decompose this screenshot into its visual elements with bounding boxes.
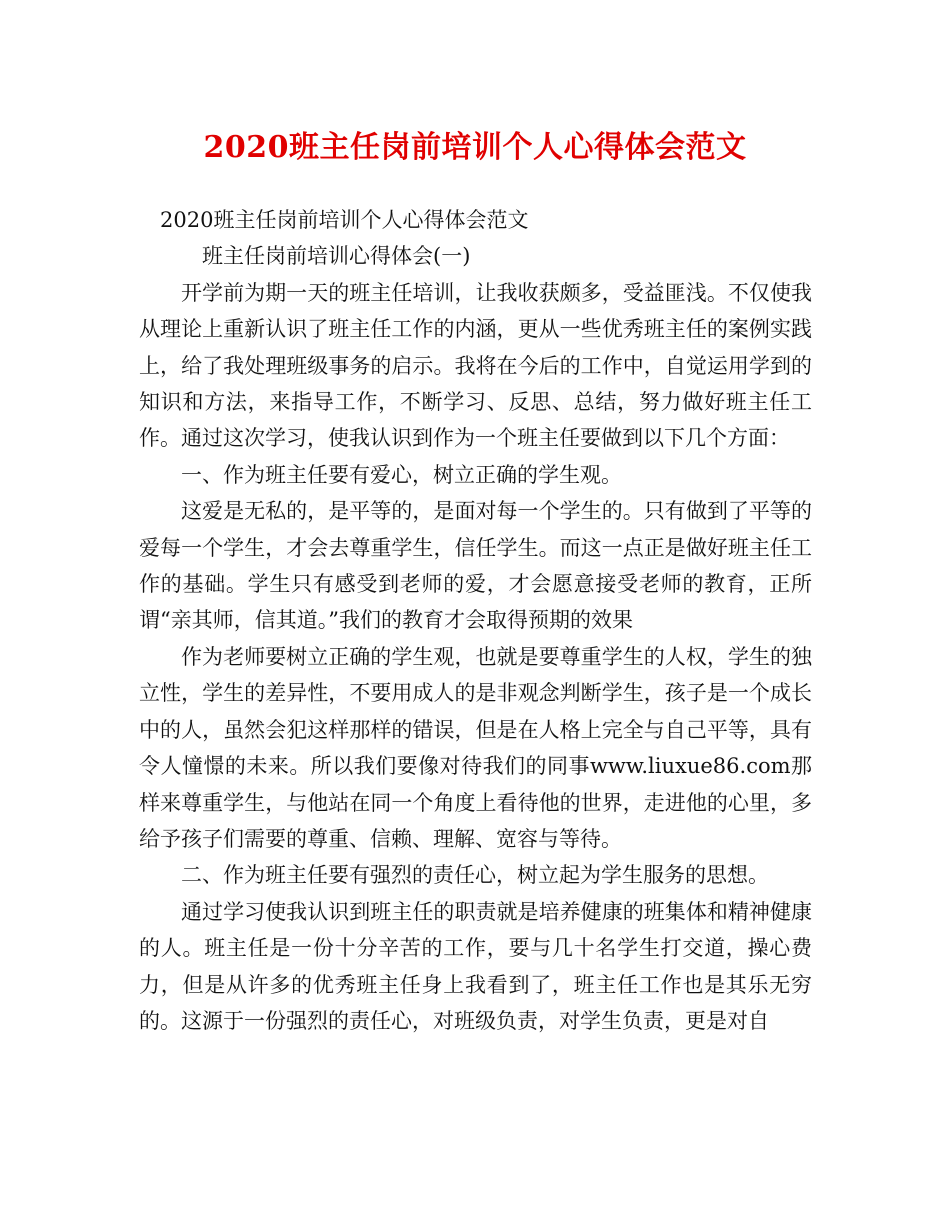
point-heading-2: 二、作为班主任要有强烈的责任心，树立起为学生服务的思想。	[181, 863, 769, 888]
paragraph-love: 这爱是无私的，是平等的，是面对每一个学生的。只有做到了平等的爱每一个学生，才会去尊重学生，信任学生。而这一点正是做好班主任工作的基础。学生只有感受到老师的爱，才会愿意接受老师的教育，正所谓“亲其师，信其道。”我们的教育才会取得预期的效果	[139, 499, 812, 633]
paragraph-responsibility: 通过学习使我认识到班主任的职责就是培养健康的班集体和精神健康的人。班主任是一份十分辛苦的工作，要与几十名学生打交道，操心费力，但是从许多的优秀班主任身上我看到了，班主任工作也是其乐无穷的。这源于一份强烈的责任心，对班级负责，对学生负责，更是对自	[139, 899, 812, 1033]
document-title: 2020班主任岗前培训个人心得体会范文	[203, 130, 747, 165]
point-heading-1: 一、作为班主任要有爱心，树立正确的学生观。	[181, 462, 622, 487]
paragraph-intro: 开学前为期一天的班主任培训，让我收获颇多，受益匪浅。不仅使我从理论上重新认识了班主任工作的内涵，更从一些优秀班主任的案例实践上，给了我处理班级事务的启示。我将在今后的工作中，自觉运用学到的知识和方法，来指导工作，不断学习、反思、总结，努力做好班主任工作。通过这次学习，使我认识到作为一个班主任要做到以下几个方面：	[139, 280, 812, 451]
document-body	[139, 202, 812, 1039]
body-subtitle: 2020班主任岗前培训个人心得体会范文	[160, 208, 529, 232]
paragraph-student-view: 作为老师要树立正确的学生观，也就是要尊重学生的人权，学生的独立性，学生的差异性，不要用成人的是非观念判断学生，孩子是一个成长中的人，虽然会犯这样那样的错误，但是在人格上完全与自己平等，具有令人憧憬的未来。所以我们要像对待我们的同事www.liuxue86.com那样来尊重学生，与他站在同一个角度上看待他的世界，走进他的心里，多给予孩子们需要的尊重、信赖、理解、宽容与等待。	[139, 644, 812, 851]
section-heading-1: 班主任岗前培训心得体会(一)	[202, 244, 471, 269]
